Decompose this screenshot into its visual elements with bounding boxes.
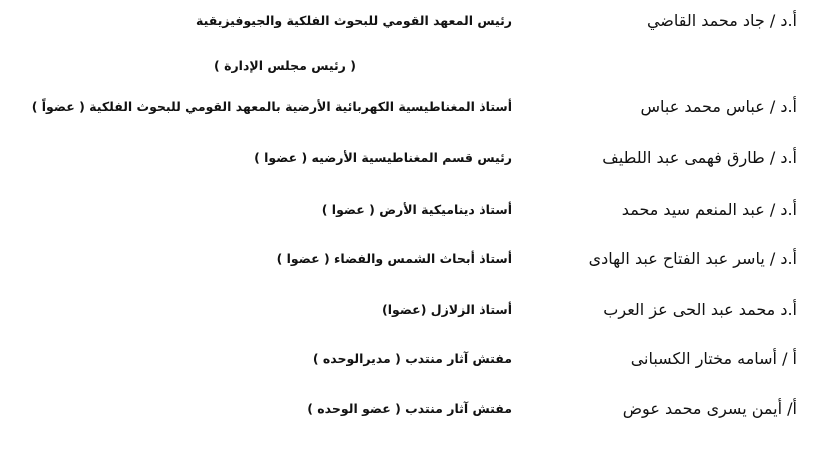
member-role: أستاذ المغناطيسية الكهربائية الأرضية بالمعهد القومي للبحوث الفلكية ( عضواً ) xyxy=(31,99,512,114)
member-name: أ.د / عباس محمد عباس xyxy=(640,97,797,116)
member-name: أ.د / طارق فهمى عبد اللطيف xyxy=(602,148,797,167)
member-row-2 xyxy=(0,92,817,122)
member-name: أ / أسامه مختار الكسبانى xyxy=(630,349,797,368)
member-role: رئيس المعهد القومي للبحوث الفلكية والجيوفيزيقية xyxy=(196,13,512,28)
member-sub-role: ( رئيس مجلس الإدارة ) xyxy=(214,58,356,73)
member-row-3 xyxy=(0,143,817,173)
member-role: رئيس قسم المغناطيسية الأرضيه ( عضوا ) xyxy=(254,150,512,165)
member-row-8 xyxy=(0,394,817,424)
member-role: مفتش آثار منتدب ( عضو الوحده ) xyxy=(307,401,512,416)
member-role: أستاذ أبحاث الشمس والفضاء ( عضوا ) xyxy=(276,251,512,266)
member-role: أستاذ ديناميكية الأرض ( عضوا ) xyxy=(321,202,512,217)
member-row-1 xyxy=(0,6,817,36)
member-row-4 xyxy=(0,195,817,225)
member-name: أ/ أيمن يسرى محمد عوض xyxy=(622,399,797,418)
member-name: أ.د / جاد محمد القاضي xyxy=(646,11,797,30)
member-name: أ.د محمد عبد الحى عز العرب xyxy=(603,300,797,319)
member-row-6 xyxy=(0,295,817,325)
member-row-5 xyxy=(0,244,817,274)
member-row-1-subrole xyxy=(0,51,817,81)
member-name: أ.د / عبد المنعم سيد محمد xyxy=(621,200,797,219)
member-role: أستاذ الزلازل (عضوا) xyxy=(382,302,512,317)
member-role: مفتش آثار منتدب ( مديرالوحده ) xyxy=(312,351,512,366)
member-name: أ.د / ياسر عبد الفتاح عبد الهادى xyxy=(588,249,797,268)
member-row-7 xyxy=(0,344,817,374)
